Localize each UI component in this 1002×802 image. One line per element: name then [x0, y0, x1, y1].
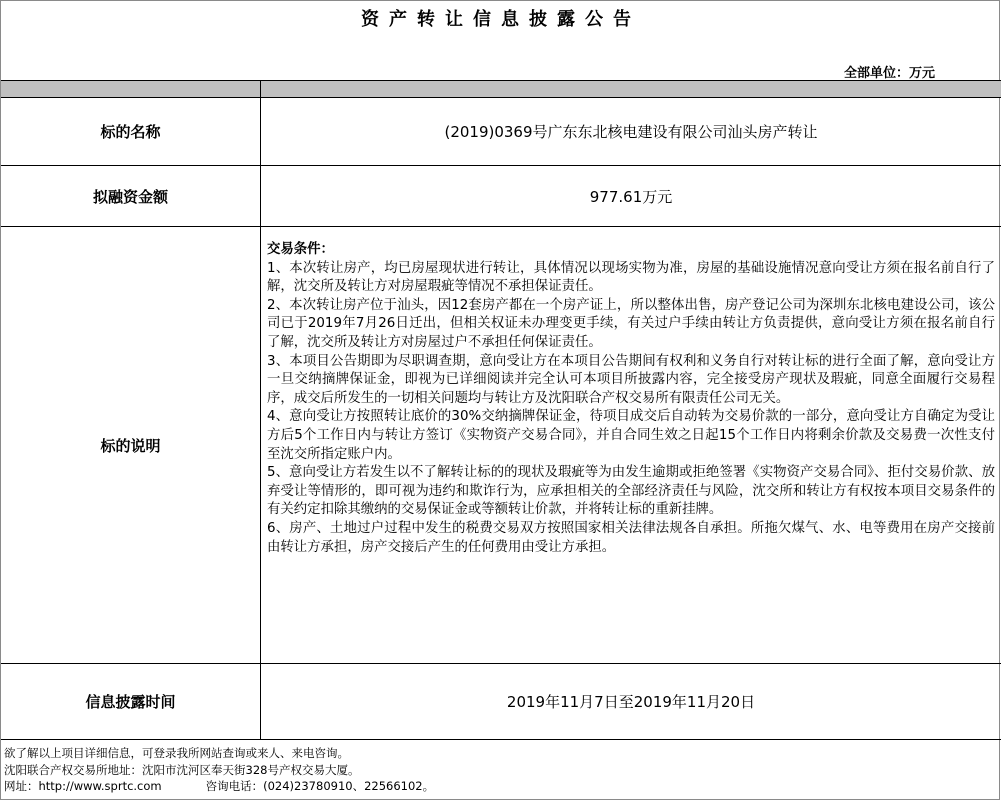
disclosure-period-value: 2019年11月7日至2019年11月20日 — [506, 693, 756, 711]
footer-info — [4, 745, 434, 795]
table-header-row — [1, 81, 1001, 98]
table-row — [1, 98, 1001, 166]
subject-name-value: (2019)0369号广东东北核电建设有限公司汕头房产转让 — [444, 123, 818, 141]
row-label: 信息披露时间 — [1, 664, 261, 739]
description-cell — [261, 227, 1001, 663]
row-label: 标的名称 — [1, 98, 261, 165]
condition-item: 1、本次转让房产，均已房屋现状进行转让，具体情况以现场实物为准，房屋的基础设施情况意向受让方须在报名前自行了解，沈交所及转让方对房屋瑕疵等情况不承担保证责任。 — [267, 260, 995, 295]
header-cell-right — [261, 81, 1001, 97]
page-title: 资产转让信息披露公告 — [361, 9, 641, 30]
condition-item: 3、本项目公告期即为尽职调查期，意向受让方在本项目公告期间有权利和义务自行对转让标的进行全面了解，意向受让方一旦交纳摘牌保证金，即视为已详细阅读并完全认可本项目所披露内容，完全接受房产现状及瑕疵，同意全面履行交易程序，成交后所发生的一切相关问题均与转让方及沈阳联合产权交易所有限责任公司无关。 — [267, 353, 995, 406]
description-heading: 交易条件： — [267, 242, 334, 257]
unit-label: 全部单位：万元 — [843, 66, 935, 81]
table-row — [1, 227, 1001, 664]
row-label: 拟融资金额 — [1, 166, 261, 226]
table-row — [1, 166, 1001, 227]
footer-address: 沈阳联合产权交易所地址：沈阳市沈河区奉天街328号产权交易大厦。 — [4, 762, 360, 777]
condition-item: 2、本次转让房产位于汕头，因12套房产都在一个房产证上，所以整体出售，房产登记公司为深圳东北核电建设公司，该公司已于2019年7月26日迁出，但相关权证未办理变更手续，有关过户手续由转让方负责提供，意向受让方须在报名前自行了解，沈交所及转让方对房屋过户不承担任何保证责任。 — [267, 297, 995, 350]
website-link[interactable]: 网址：http://www.sprtc.com — [4, 779, 162, 793]
footer-consult-note: 欲了解以上项目详细信息，可登录我所网站查询或来人、来电咨询。 — [4, 746, 349, 760]
row-label: 标的说明 — [1, 227, 261, 663]
header-cell-left — [1, 81, 261, 97]
condition-item: 5、意向受让方若发生以不了解转让标的的现状及瑕疵等为由发生逾期或拒绝签署《实物资产交易合同》、拒付交易价款、放弃受让等情形的，即可视为违约和欺诈行为，应承担相关的全部经济责任与风险，沈交所和转让方有权按本项目交易条件的有关约定扣除其缴纳的交易保证金或等额转让价款，并将转让标的重新挂牌。 — [267, 465, 995, 518]
condition-item: 4、意向受让方按照转让底价的30%交纳摘牌保证金，待项目成交后自动转为交易价款的一部分，意向受让方自确定为受让方后5个工作日内与转让方签订《实物资产交易合同》，并自合同生效之日起15个工作日内将剩余价款及交易费一次性支付至沈交所指定账户内。 — [267, 409, 995, 462]
consult-phone: 咨询电话：(024)23780910、22566102。 — [205, 779, 435, 793]
description-text — [261, 227, 1001, 557]
info-table — [1, 80, 1001, 740]
table-row — [1, 664, 1001, 740]
financing-amount-value: 977.61万元 — [589, 187, 673, 206]
condition-item: 6、房产、土地过户过程中发生的税费交易双方按照国家相关法律法规各自承担。所拖欠煤气、水、电等费用在房产交接前由转让方承担，房产交接后产生的任何费用由受让方承担。 — [267, 520, 995, 555]
footer-contact — [4, 778, 434, 795]
